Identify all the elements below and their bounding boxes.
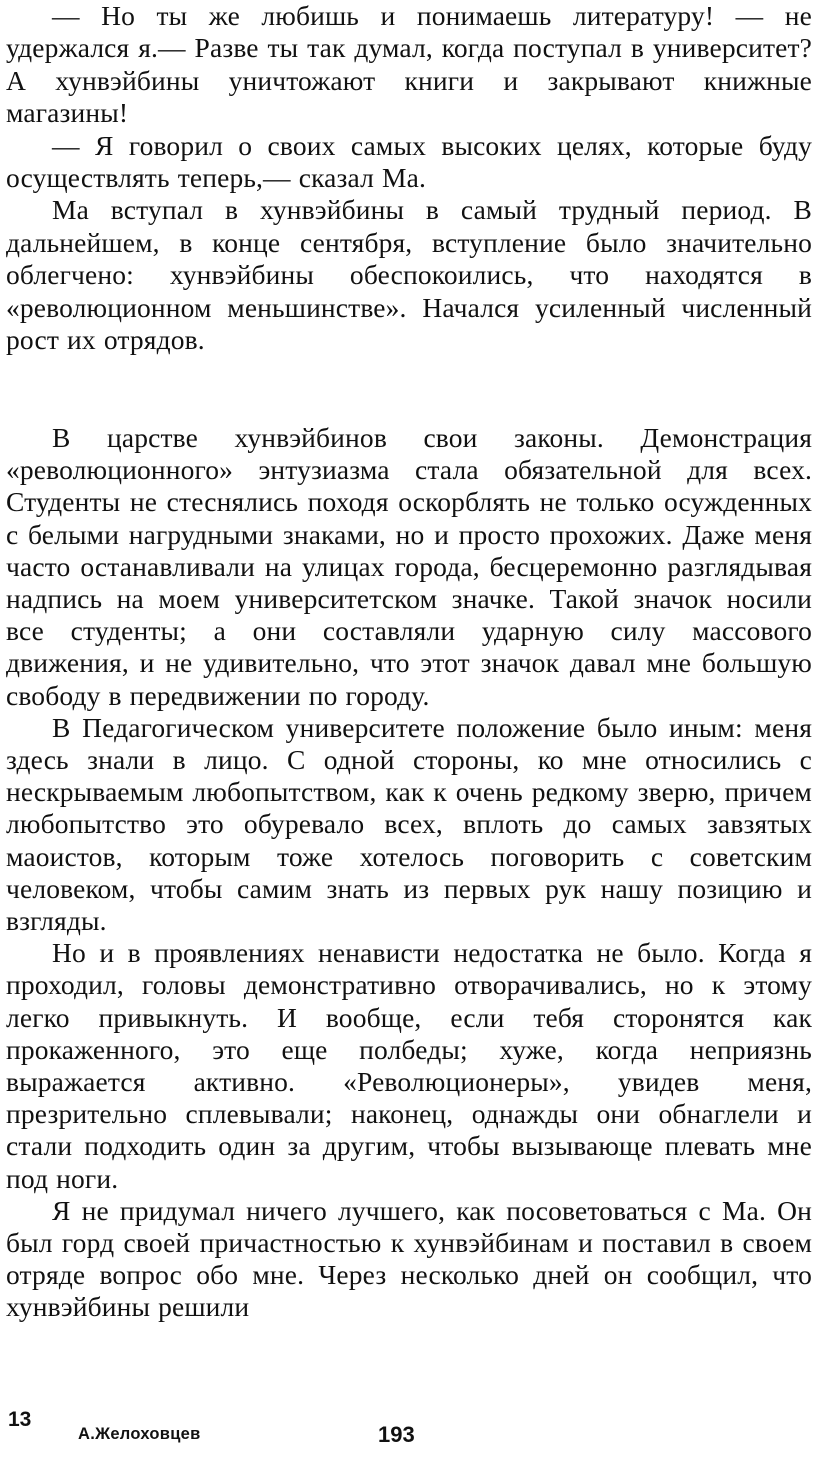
- paragraph: Я не придумал ничего лучшего, как посоветоваться с Ма. Он был горд своей причастностью к хунвэйбинам и поставил в своем отряде вопрос обо мне. Через несколько дней он сообщил, что хунвэйбины решили: [6, 1194, 812, 1323]
- text-block-top: [6, 0, 812, 356]
- paragraph: В Педагогическом университете положение было иным: меня здесь знали в лицо. С одной стороны, ко мне относились с нескрываемым любопытством, как к очень редкому зверю, причем любопытство это обуревало всех, вплоть до самых завзятых маоистов, которым тоже хотелось поговорить с советским человеком, чтобы самим знать из первых рук нашу позицию и взгляды.: [6, 711, 812, 937]
- paragraph: — Я говорил о своих самых высоких целях, которые буду осуществлять теперь,— сказал Ма.: [6, 129, 812, 194]
- text-block-bottom: [6, 422, 812, 1324]
- author-name: А.Желоховцев: [78, 1425, 201, 1443]
- page-footer: [0, 1404, 822, 1454]
- signature-mark: 13: [8, 1408, 32, 1431]
- page-number: 193: [378, 1422, 415, 1447]
- paragraph: — Но ты же любишь и понимаешь литературу! — не удержался я.— Разве ты так думал, когда поступал в университет? А хунвэйбины уничтожают книги и закрывают книжные магазины!: [6, 0, 812, 129]
- paragraph: В царстве хунвэйбинов свои законы. Демонстрация «революционного» энтузиазма стала обязательной для всех. Студенты не стеснялись походя оскорблять не только осужденных с белыми нагрудными знаками, но и просто прохожих. Даже меня часто останавливали на улицах города, бесцеремонно разглядывая надпись на моем университетском значке. Такой значок носили все студенты; а они составляли ударную силу массового движения, и не удивительно, что этот значок давал мне большую свободу в передвижении по городу.: [6, 422, 812, 711]
- paragraph: Ма вступал в хунвэйбины в самый трудный период. В дальнейшем, в конце сентября, вступление было значительно облегчено: хунвэйбины обеспокоились, что находятся в «революционном меньшинстве». Начался усиленный численный рост их отрядов.: [6, 194, 812, 356]
- paragraph: Но и в проявлениях ненависти недостатка не было. Когда я проходил, головы демонстративно отворачивались, но к этому легко привыкнуть. И вообще, если тебя сторонятся как прокаженного, это еще полбеды; хуже, когда неприязнь выражается активно. «Революционеры», увидев меня, презрительно сплевывали; наконец, однажды они обнаглели и стали подходить один за другим, чтобы вызывающе плевать мне под ноги.: [6, 937, 812, 1194]
